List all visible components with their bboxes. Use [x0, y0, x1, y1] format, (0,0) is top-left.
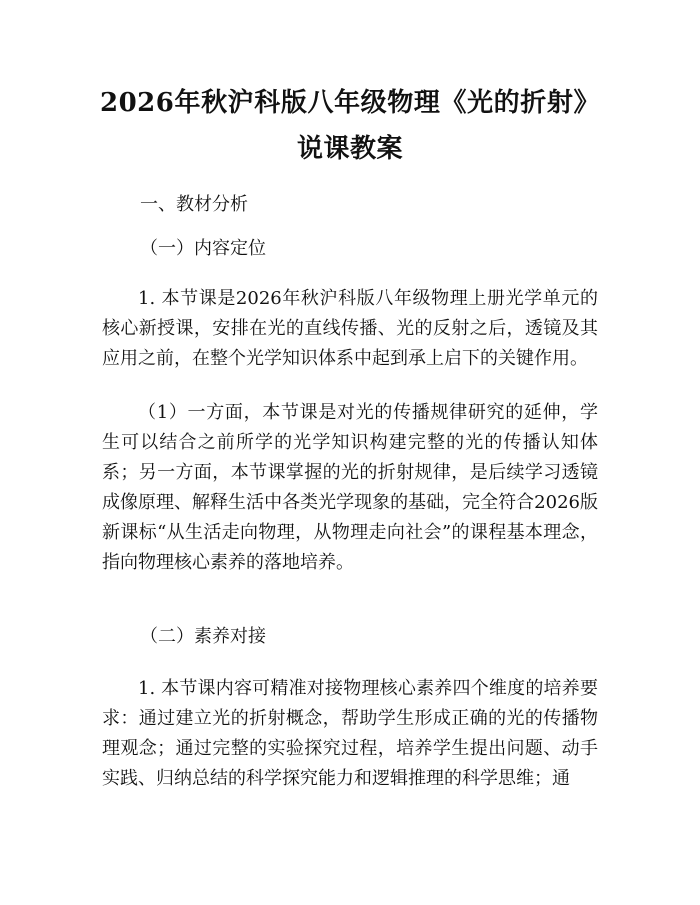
document-title: 2026年秋沪科版八年级物理《光的折射》说课教案: [100, 88, 600, 164]
paragraph: 1. 本节课内容可精准对接物理核心素养四个维度的培养要求：通过建立光的折射概念，帮助学生形成正确的光的传播物理观念；通过完整的实验探究过程，培养学生提出问题、动手实践、归纳总结的科学探究能力和逻辑推理的科学思维；通: [102, 678, 598, 789]
subsection-heading: （一）内容定位: [140, 238, 266, 259]
section-heading: 一、教材分析: [140, 194, 248, 215]
subsection-heading: （二）素养对接: [140, 626, 266, 647]
paragraph: 1. 本节课是2026年秋沪科版八年级物理上册光学单元的核心新授课，安排在光的直线传播、光的反射之后，透镜及其应用之前，在整个光学知识体系中起到承上启下的关键作用。: [102, 288, 598, 369]
paragraph: （1）一方面，本节课是对光的传播规律研究的延伸，学生可以结合之前所学的光学知识构建完整的光的传播认知体系；另一方面，本节课掌握的光的折射规律，是后续学习透镜成像原理、解释生活中各类光学现象的基础，完全符合2026版新课标“从生活走向物理，从物理走向社会”的课程基本理念，指向物理核心素养的落地培养。: [102, 402, 598, 573]
